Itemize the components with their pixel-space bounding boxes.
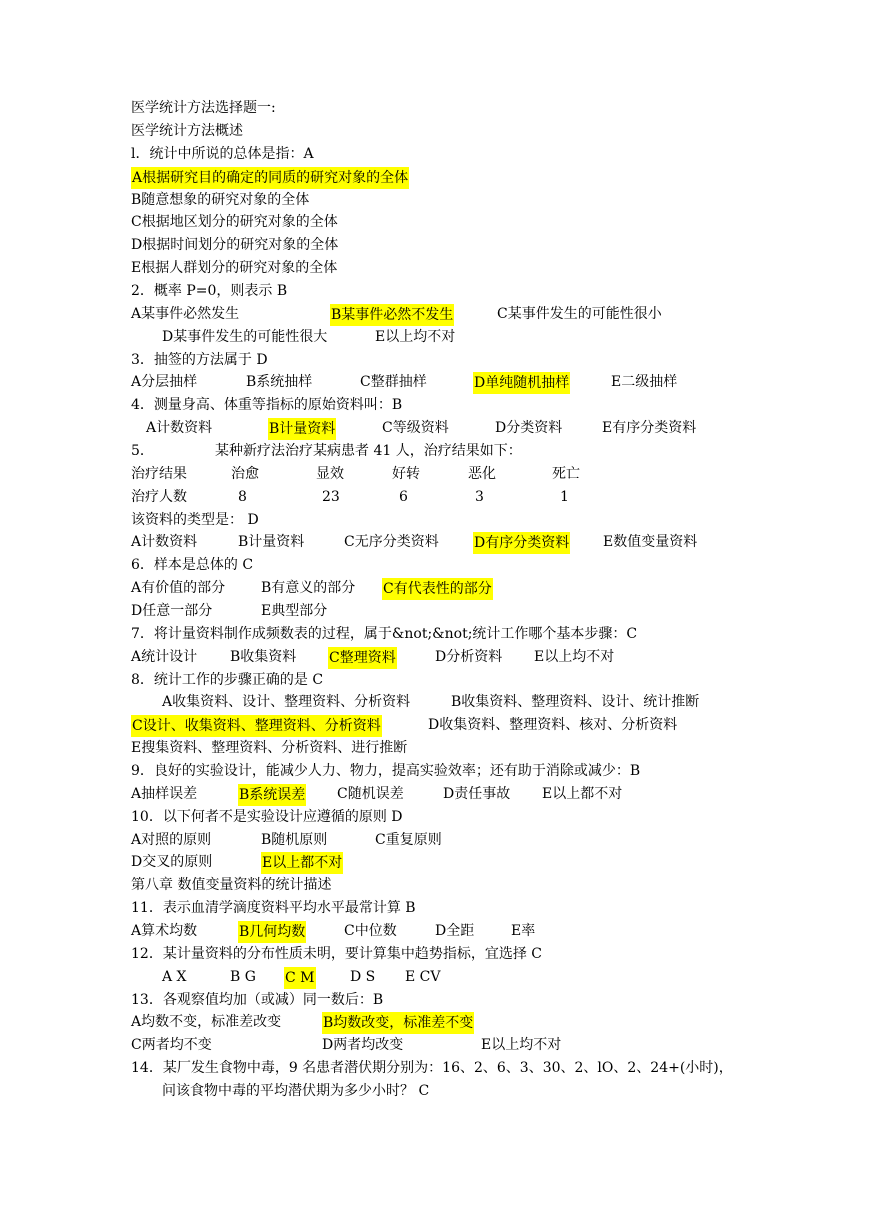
text-segment: B收集资料 — [230, 649, 297, 665]
text-segment: A计数资料 — [146, 420, 213, 436]
text-segment: A抽样误差 — [131, 786, 198, 802]
text-segment: C整群抽样 — [360, 374, 427, 390]
text-segment: E典型部分 — [261, 603, 328, 619]
text-segment: 医学统计方法选择题一: — [131, 100, 276, 116]
text-segment: 8 — [238, 489, 247, 505]
highlighted-answer: B均数改变，标准差不变 — [322, 1012, 474, 1034]
text-segment: E数值变量资料 — [603, 534, 698, 550]
text-segment: B随机原则 — [261, 832, 328, 848]
text-segment: 医学统计方法概述 — [131, 123, 243, 139]
text-segment: E以上均不对 — [534, 649, 615, 665]
text-segment: 12．某计量资料的分布性质未明，要计算集中趋势指标，宜选择 C — [131, 946, 542, 962]
text-segment: B随意想象的研究对象的全体 — [131, 192, 310, 208]
text-segment: 11．表示血清学滴度资料平均水平最常计算 B — [131, 900, 416, 916]
text-segment: 2．概率 P=0，则表示 B — [131, 283, 288, 299]
text-segment: E根据人群划分的研究对象的全体 — [131, 260, 338, 276]
text-segment: 问该食物中毒的平均潜伏期为多少小时？ C — [162, 1083, 430, 1099]
text-segment: D收集资料、整理资料、核对、分析资料 — [428, 717, 678, 733]
text-segment: D任意一部分 — [131, 603, 213, 619]
text-segment: E有序分类资料 — [602, 420, 697, 436]
text-segment: 8．统计工作的步骤正确的是 C — [131, 672, 324, 688]
text-segment: C中位数 — [344, 923, 397, 939]
text-segment: A算术均数 — [131, 923, 198, 939]
text-segment: B系统抽样 — [246, 374, 313, 390]
text-segment: 该资料的类型是： D — [131, 512, 259, 528]
text-segment: A有价值的部分 — [131, 580, 226, 596]
text-segment: 治疗人数 — [131, 489, 187, 505]
text-segment: 1 — [560, 489, 569, 505]
text-segment: 6．样本是总体的 C — [131, 557, 254, 573]
highlighted-answer: B系统误差 — [238, 784, 306, 806]
text-segment: 4．测量身高、体重等指标的原始资料叫：B — [131, 397, 403, 413]
highlighted-answer: C整理资料 — [328, 647, 397, 669]
text-segment: 某种新疗法治疗某病患者 41 人，治疗结果如下： — [215, 443, 522, 459]
text-segment: B计量资料 — [238, 534, 305, 550]
text-segment: 23 — [322, 489, 340, 505]
text-segment: D交叉的原则 — [131, 854, 213, 870]
text-segment: B收集资料、整理资料、设计、统计推断 — [451, 694, 700, 710]
highlighted-answer: A根据研究目的确定的同质的研究对象的全体 — [131, 167, 409, 189]
text-segment: D某事件发生的可能性很大 — [162, 329, 328, 345]
highlighted-answer: E以上都不对 — [261, 852, 343, 874]
text-segment: 6 — [399, 489, 408, 505]
text-segment: E以上均不对 — [481, 1037, 562, 1053]
text-segment: D全距 — [435, 923, 475, 939]
text-segment: A X — [162, 969, 187, 985]
text-segment: A对照的原则 — [131, 832, 212, 848]
text-segment: D两者均改变 — [322, 1037, 404, 1053]
text-segment: E以上均不对 — [375, 329, 456, 345]
text-segment: C随机误差 — [337, 786, 404, 802]
highlighted-answer: C设计、收集资料、整理资料、分析资料 — [131, 715, 382, 737]
text-segment: 死亡 — [552, 466, 580, 482]
text-segment: B有意义的部分 — [261, 580, 356, 596]
highlighted-answer: C有代表性的部分 — [382, 578, 493, 600]
text-segment: E以上都不对 — [542, 786, 623, 802]
highlighted-answer: D有序分类资料 — [473, 532, 570, 554]
text-segment: 显效 — [316, 466, 344, 482]
text-segment: 10．以下何者不是实验设计应遵循的原则 D — [131, 809, 403, 825]
text-segment: C根据地区划分的研究对象的全体 — [131, 214, 338, 230]
text-segment: 好转 — [392, 466, 420, 482]
text-segment: C两者均不变 — [131, 1037, 212, 1053]
text-segment: D S — [350, 969, 376, 985]
text-segment: 治疗结果 — [131, 466, 187, 482]
text-segment: A均数不变，标准差改变 — [131, 1014, 282, 1030]
text-segment: C某事件发生的可能性很小 — [497, 306, 662, 322]
text-segment: 恶化 — [468, 466, 496, 482]
text-segment: D根据时间划分的研究对象的全体 — [131, 237, 339, 253]
text-segment: 第八章 数值变量资料的统计描述 — [131, 877, 332, 893]
text-segment: B G — [230, 969, 256, 985]
text-segment: D分类资料 — [495, 420, 563, 436]
text-segment: D分析资料 — [435, 649, 503, 665]
highlighted-answer: B计量资料 — [268, 418, 336, 440]
text-segment: 7．将计量资料制作成频数表的过程，属于&not;&not;统计工作哪个基本步骤：C — [131, 626, 638, 642]
text-segment: C等级资料 — [382, 420, 449, 436]
text-segment: A某事件必然发生 — [131, 306, 240, 322]
text-segment: E二级抽样 — [611, 374, 678, 390]
text-segment: A统计设计 — [131, 649, 198, 665]
text-segment: 9．良好的实验设计，能减少人力、物力，提高实验效率；还有助于消除或减少：B — [131, 763, 641, 779]
text-segment: 治愈 — [231, 466, 259, 482]
text-segment: C无序分类资料 — [344, 534, 439, 550]
text-segment: l．统计中所说的总体是指：A — [131, 146, 314, 162]
text-segment: 3．抽签的方法属于 D — [131, 352, 268, 368]
text-segment: A计数资料 — [131, 534, 198, 550]
highlighted-answer: D单纯随机抽样 — [473, 372, 570, 394]
text-segment: D责任事故 — [443, 786, 511, 802]
text-segment: 3 — [475, 489, 484, 505]
text-segment: A分层抽样 — [131, 374, 198, 390]
text-segment: E搜集资料、整理资料、分析资料、进行推断 — [131, 740, 408, 756]
text-segment: E CV — [405, 969, 441, 985]
highlighted-answer: C M — [284, 967, 316, 989]
text-segment: 5． — [131, 443, 154, 459]
highlighted-answer: B某事件必然不发生 — [330, 304, 454, 326]
text-segment: 14．某厂发生食物中毒，9 名患者潜伏期分别为：16、2、6、3、30、2、lO、2、24+(小时)， — [131, 1060, 733, 1076]
text-segment: 13．各观察值均加（或减）同一数后：B — [131, 992, 384, 1008]
text-segment: C重复原则 — [375, 832, 442, 848]
text-segment: A收集资料、设计、整理资料、分析资料 — [162, 694, 411, 710]
highlighted-answer: B几何均数 — [238, 921, 306, 943]
text-segment: E率 — [511, 923, 536, 939]
